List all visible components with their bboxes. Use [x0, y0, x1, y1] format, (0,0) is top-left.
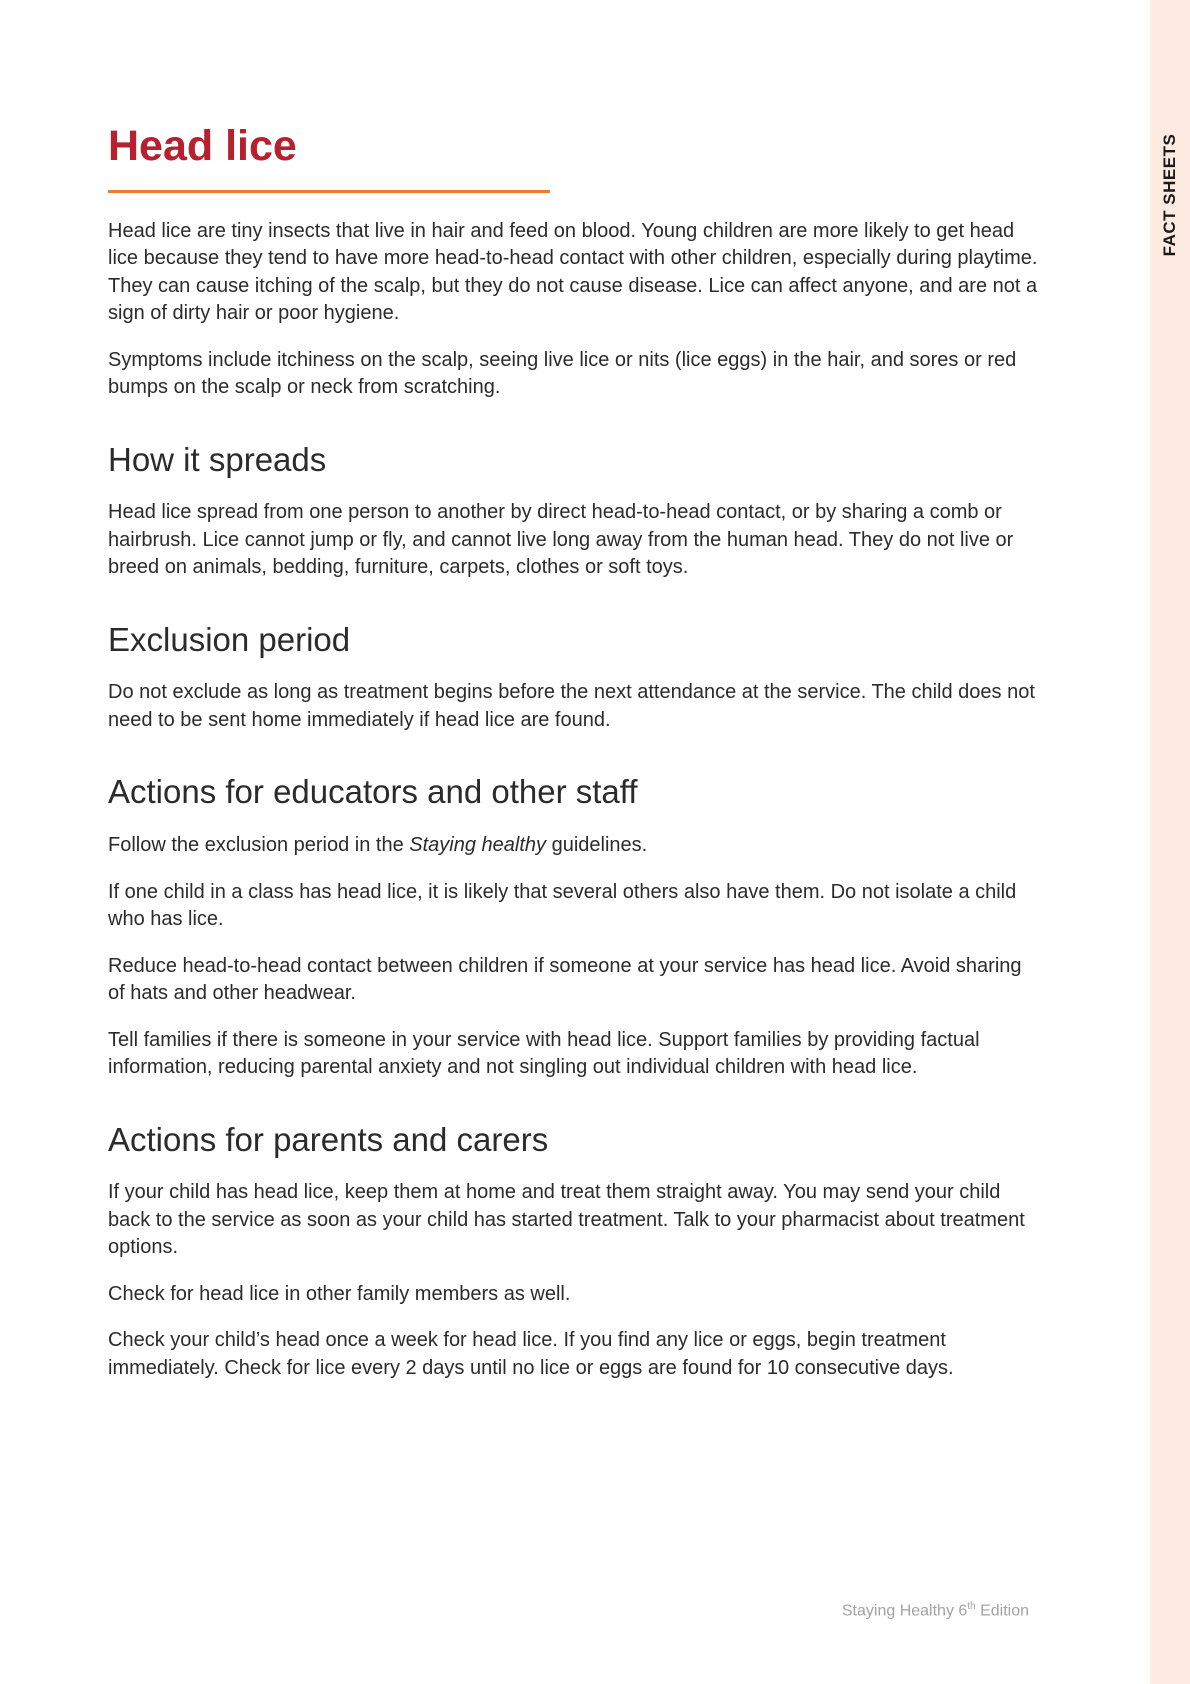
- exclusion-paragraph: Do not exclude as long as treatment begins before the next attendance at the service. The child does not need to be sent home immediately if head lice are found.: [108, 681, 1035, 731]
- heading-actions-parents: Actions for parents and carers: [108, 1120, 549, 1158]
- educators-paragraph-3: Reduce head-to-head contact between children if someone at your service has head lice. Avoid sharing of hats and other headwear.: [108, 954, 1022, 1005]
- parents-paragraph-2: Check for head lice in other family members as well.: [108, 1282, 571, 1305]
- intro-paragraph-1: Head lice are tiny insects that live in hair and feed on blood. Young children are more likely to get head lice because they tend to have more head-to-head contact with other children, especially during playtime. They can cause itching of the scalp, but they do not cause disease. Lice can affect anyone, and are not a sign of dirty hair or poor hygiene.: [108, 219, 1038, 325]
- intro-paragraph-2: Symptoms include itchiness on the scalp, seeing live lice or nits (lice eggs) in the hair, and sores or red bumps on the scalp or neck from scratching.: [108, 348, 1017, 399]
- title-underline: [108, 190, 550, 193]
- educators-paragraph-2: If one child in a class has head lice, it is likely that several others also have them. Do not isolate a child who has lice.: [108, 880, 1017, 931]
- spreads-paragraph: Head lice spread from one person to another by direct head-to-head contact, or by sharing a comb or hairbrush. Lice cannot jump or fly, and cannot live long away from the human head. They do not live or breed on animals, bedding, furniture, carpets, clothes or soft toys.: [108, 501, 1014, 579]
- guideline-title: Staying healthy: [409, 834, 547, 857]
- page-footer: Staying Healthy 6th Edition: [841, 1601, 1029, 1620]
- side-tab-label: FACT SHEETS: [1160, 133, 1179, 257]
- parents-paragraph-3: Check your child’s head once a week for head lice. If you find any lice or eggs, begin treatment immediately. Check for lice every 2 days until no lice or eggs are found for 10 consecutive days.: [108, 1329, 954, 1379]
- heading-exclusion-period: Exclusion period: [108, 620, 351, 658]
- page-title: Head lice: [108, 122, 297, 170]
- heading-actions-educators: Actions for educators and other staff: [108, 773, 638, 811]
- educators-paragraph-1: Follow the exclusion period in the Staying healthy guidelines.: [108, 834, 648, 857]
- page-content: [108, 120, 1038, 1401]
- heading-how-it-spreads: How it spreads: [108, 440, 327, 478]
- parents-paragraph-1: If your child has head lice, keep them at home and treat them straight away. You may send your child back to the service as soon as your child has started treatment. Talk to your pharmacist about treatment options.: [108, 1181, 1025, 1259]
- educators-paragraph-4: Tell families if there is someone in your service with head lice. Support families by providing factual information, reducing parental anxiety and not singling out individual children with head lice.: [108, 1028, 980, 1079]
